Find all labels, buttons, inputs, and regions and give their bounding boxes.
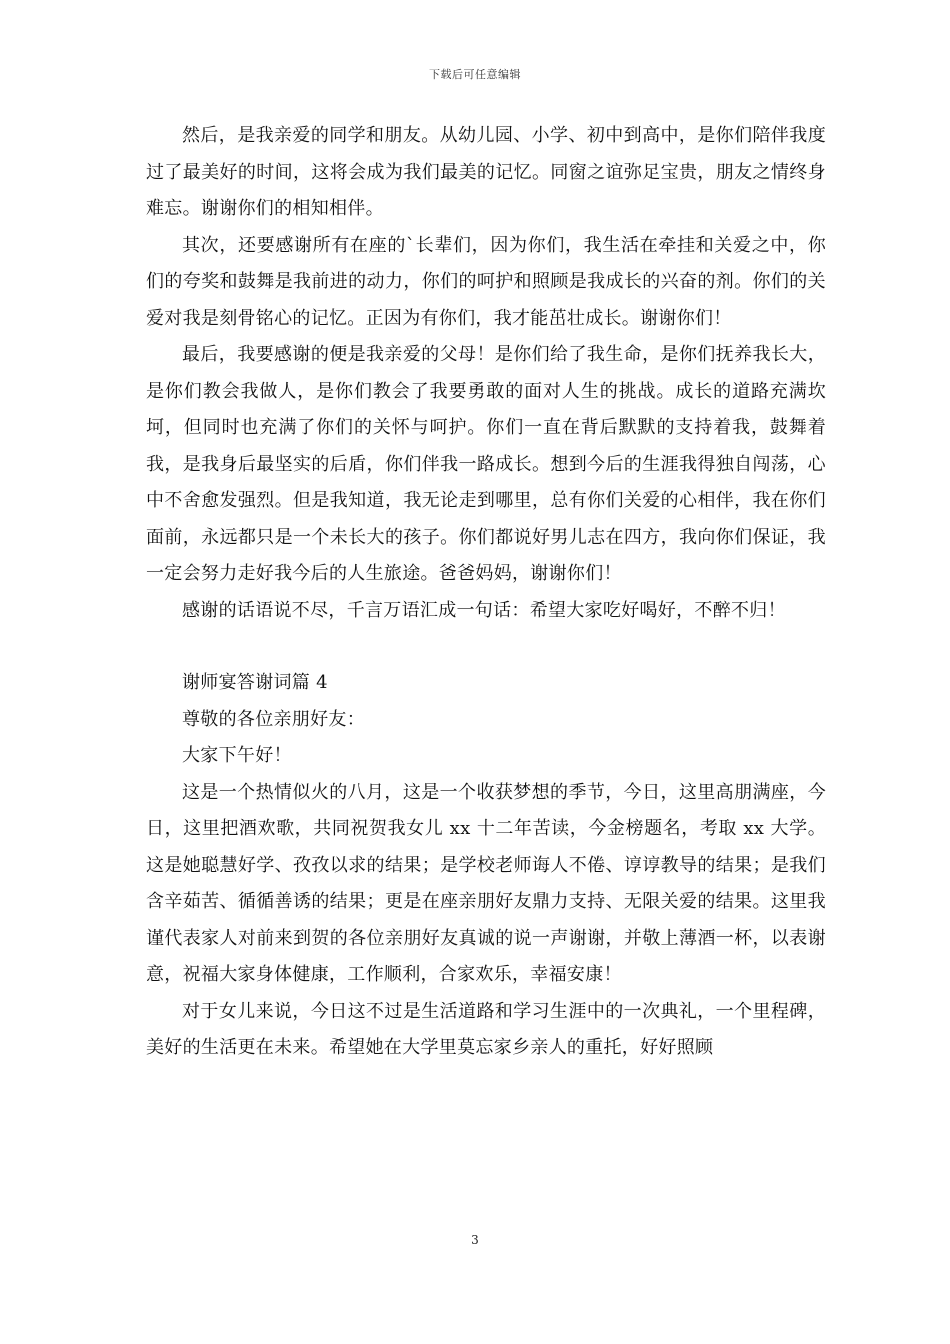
document-body [146,118,826,1067]
greeting: 大家下午好！ [182,745,292,766]
section-title: 谢师宴答谢词篇 4 [182,672,328,693]
paragraph-elders: 其次，还要感谢所有在座的`长辈们，因为你们，我生活在牵挂和关爱之中，你们的夸奖和鼓舞是我前进的动力，你们的呵护和照顾是我成长的兴奋的剂。你们的关爱对我是刻骨铭心的记忆。正因为有你们，我才能茁壮成长。谢谢你们！ [146,234,826,329]
paragraph-august: 这是一个热情似火的八月，这是一个收获梦想的季节，今日，这里高朋满座，今日，这里把酒欢歌，共同祝贺我女儿 xx 十二年苦读，今金榜题名，考取 xx 大学。这是她聪慧好学、孜孜以求的结果；是学校老师诲人不倦、谆谆教导的结果；是我们含辛茹苦、循循善诱的结果；更是在座亲朋好友鼎力支持、无限关爱的结果。这里我谨代表家人对前来到贺的各位亲朋好友真诚的说一声谢谢，并敬上薄酒一杯，以表谢意，祝福大家身体健康，工作顺利，合家欢乐，幸福安康！ [146,781,826,985]
page-number: 3 [471,1233,479,1247]
section-gap [146,629,826,665]
paragraph-closing: 感谢的话语说不尽，千言万语汇成一句话：希望大家吃好喝好，不醉不归！ [182,599,786,621]
salutation: 尊敬的各位亲朋好友： [182,708,365,730]
paragraph-daughter: 对于女儿来说，今日这不过是生活道路和学习生涯中的一次典礼，一个里程碑，美好的生活更在未来。希望她在大学里莫忘家乡亲人的重托，好好照顾 [146,1000,826,1058]
paragraph-classmates: 然后，是我亲爱的同学和朋友。从幼儿园、小学、初中到高中，是你们陪伴我度过了最美好的时间，这将会成为我们最美的记忆。同窗之谊弥足宝贵，朋友之情终身难忘。谢谢你们的相知相伴。 [146,125,826,219]
page-header: 下载后可任意编辑 [429,68,521,81]
paragraph-parents: 最后，我要感谢的便是我亲爱的父母！是你们给了我生命，是你们抚养我长大，是你们教会我做人，是你们教会了我要勇敢的面对人生的挑战。成长的道路充满坎坷，但同时也充满了你们的关怀与呵护。你们一直在背后默默的支持着我，鼓舞着我，是我身后最坚实的后盾，你们伴我一路成长。想到今后的生涯我得独自闯荡，心中不舍愈发强烈。但是我知道，我无论走到哪里，总有你们关爱的心相伴，我在你们面前，永远都只是一个未长大的孩子。你们都说好男儿志在四方，我向你们保证，我一定会努力走好我今后的人生旅途。爸爸妈妈，谢谢你们！ [146,344,826,584]
